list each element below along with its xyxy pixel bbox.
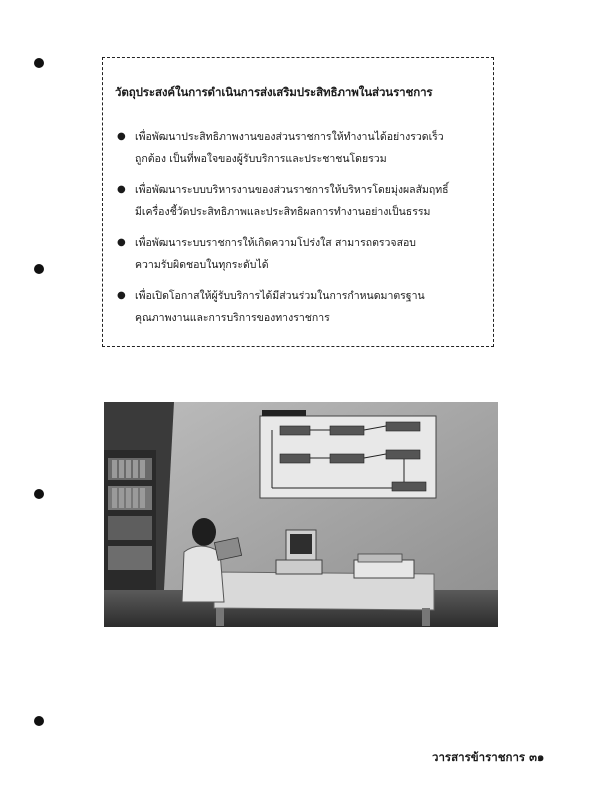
- list-item-line: เพื่อพัฒนาระบบราชการให้เกิดความโปร่งใส สามารถตรวจสอบ: [135, 237, 416, 249]
- list-item-line: เพื่อพัฒนาประสิทธิภาพงานของส่วนราชการให้ทำงานได้อย่างรวดเร็ว: [135, 131, 444, 143]
- bullet-icon: ●: [117, 184, 126, 195]
- objectives-box: [102, 57, 494, 347]
- punch-hole: [34, 716, 44, 726]
- list-item-line: เพื่อเปิดโอกาสให้ผู้รับบริการได้มีส่วนร่วมในการกำหนดมาตรฐาน: [135, 290, 425, 302]
- list-item: [117, 232, 485, 276]
- list-item: [117, 285, 485, 329]
- list-item-line: เพื่อพัฒนาระบบบริหารงานของส่วนราชการให้บริหารโดยมุ่งผลสัมฤทธิ์: [135, 184, 449, 196]
- office-scene-illustration: [104, 402, 498, 627]
- list-item-line: มีเครื่องชี้วัดประสิทธิภาพและประสิทธิผลการทำงานอย่างเป็นธรรม: [135, 206, 431, 218]
- punch-hole: [34, 58, 44, 68]
- list-item-line: คุณภาพงานและการบริการของทางราชการ: [135, 312, 330, 324]
- objectives-list: [117, 126, 485, 338]
- punch-hole: [34, 264, 44, 274]
- bullet-icon: ●: [117, 131, 126, 142]
- punch-hole: [34, 489, 44, 499]
- list-item: [117, 126, 485, 170]
- bullet-icon: ●: [117, 237, 126, 248]
- page-footer: วารสารข้าราชการ ๓๑: [432, 750, 545, 764]
- list-item: [117, 179, 485, 223]
- list-item-line: ความรับผิดชอบในทุกระดับได้: [135, 259, 269, 271]
- box-title: วัตถุประสงค์ในการดำเนินการส่งเสริมประสิทธิภาพในส่วนราชการ: [115, 85, 433, 99]
- bullet-icon: ●: [117, 290, 126, 301]
- office-photo: [104, 402, 498, 627]
- list-item-line: ถูกต้อง เป็นที่พอใจของผู้รับบริการและประชาชนโดยรวม: [135, 153, 387, 165]
